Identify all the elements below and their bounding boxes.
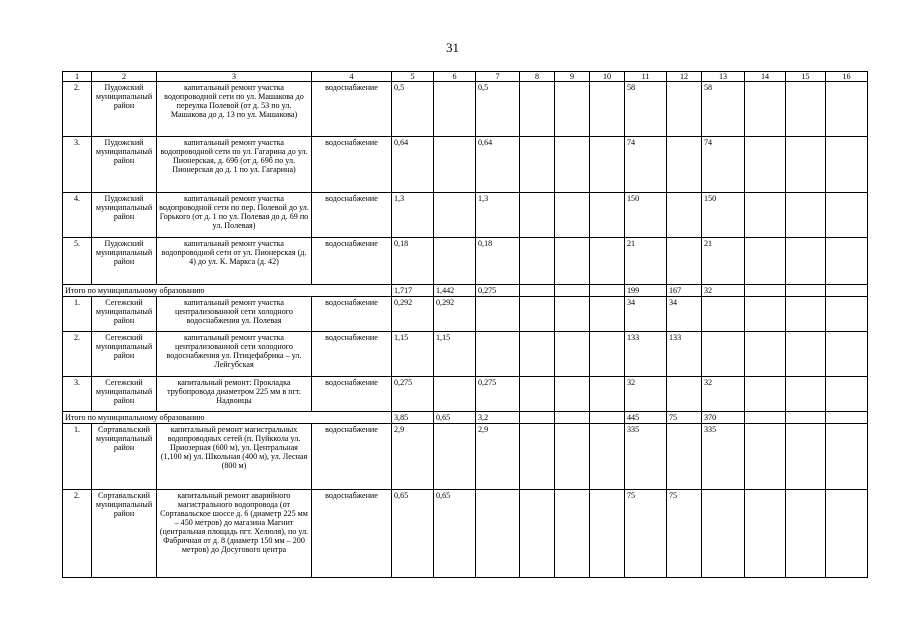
- col-14-cell: [745, 332, 786, 377]
- col-14-cell: [745, 193, 786, 238]
- col-7-cell: [476, 490, 520, 578]
- category-cell: водоснабжение: [312, 490, 392, 578]
- col-10-cell: [590, 238, 625, 285]
- column-number-cell: 5: [392, 72, 434, 82]
- subtotal-value-col-11: 445: [625, 412, 667, 424]
- col-7-cell: 0,64: [476, 137, 520, 193]
- col-6-cell: 0,292: [434, 297, 476, 332]
- work-description-cell: капитальный ремонт магистральных водопроводных сетей (п. Пуйккола ул. Приозерная (600 м), ул. Центральная (1,100 м) ул. Школьная (400 м), ул. Лесная (800 м): [157, 424, 312, 490]
- column-number-header-row: [63, 72, 868, 82]
- col-12-cell: [667, 377, 702, 412]
- table-row: [63, 332, 868, 377]
- work-description-cell: капитальный ремонт участка водопроводной сети от ул. Пионерская (д. 4) до ул. К. Маркса (д. 42): [157, 238, 312, 285]
- col-12-cell: 75: [667, 490, 702, 578]
- table-row: [63, 297, 868, 332]
- col-7-cell: 0,5: [476, 82, 520, 137]
- subtotal-value-col-15: [786, 412, 826, 424]
- col-12-cell: [667, 82, 702, 137]
- col-13-cell: 21: [702, 238, 745, 285]
- col-15-cell: [786, 490, 826, 578]
- col-9-cell: [555, 297, 590, 332]
- subtotal-value-col-9: [555, 285, 590, 297]
- col-16-cell: [826, 490, 868, 578]
- subtotal-value-col-16: [826, 412, 868, 424]
- col-8-cell: [520, 490, 555, 578]
- subtotal-value-col-13: 370: [702, 412, 745, 424]
- col-6-cell: [434, 377, 476, 412]
- column-number-cell: 11: [625, 72, 667, 82]
- col-16-cell: [826, 137, 868, 193]
- col-13-cell: [702, 490, 745, 578]
- col-15-cell: [786, 137, 826, 193]
- col-6-cell: [434, 238, 476, 285]
- col-5-cell: 0,64: [392, 137, 434, 193]
- row-number-cell: 3.: [63, 377, 92, 412]
- subtotal-value-col-5: 1,717: [392, 285, 434, 297]
- work-description-cell: капитальный ремонт аварийного магистрального водопровода (от Сортавальское шоссе д. 6 (диаметр 225 мм – 450 метров) до магазина Магнит (центральная площадь пгт. Хелюля), по ул. Фабричная от д. 8 (диаметр 150 мм – 200 метров) до Досугового центра: [157, 490, 312, 578]
- col-11-cell: 21: [625, 238, 667, 285]
- col-5-cell: 0,18: [392, 238, 434, 285]
- table-row: [63, 82, 868, 137]
- row-number-cell: 1.: [63, 297, 92, 332]
- work-description-cell: капитальный ремонт участка водопроводной сети по пер. Полевой до ул. Горького (от д. 1 по ул. Полевая до д. 69 по ул. Полевая): [157, 193, 312, 238]
- subtotal-value-col-9: [555, 412, 590, 424]
- col-9-cell: [555, 332, 590, 377]
- col-12-cell: [667, 137, 702, 193]
- col-5-cell: 2,9: [392, 424, 434, 490]
- subtotal-value-col-6: 0,65: [434, 412, 476, 424]
- col-9-cell: [555, 193, 590, 238]
- col-10-cell: [590, 424, 625, 490]
- col-6-cell: 1,15: [434, 332, 476, 377]
- col-5-cell: 1,3: [392, 193, 434, 238]
- col-11-cell: 75: [625, 490, 667, 578]
- district-cell: Сортавальский муниципальный район: [92, 424, 157, 490]
- col-15-cell: [786, 377, 826, 412]
- col-5-cell: 0,65: [392, 490, 434, 578]
- col-11-cell: 58: [625, 82, 667, 137]
- district-cell: Сегежский муниципальный район: [92, 332, 157, 377]
- category-cell: водоснабжение: [312, 297, 392, 332]
- col-10-cell: [590, 137, 625, 193]
- col-10-cell: [590, 490, 625, 578]
- column-number-cell: 4: [312, 72, 392, 82]
- col-9-cell: [555, 137, 590, 193]
- col-8-cell: [520, 332, 555, 377]
- col-14-cell: [745, 297, 786, 332]
- category-cell: водоснабжение: [312, 193, 392, 238]
- subtotal-value-col-14: [745, 285, 786, 297]
- col-14-cell: [745, 377, 786, 412]
- col-11-cell: 74: [625, 137, 667, 193]
- row-number-cell: 2.: [63, 332, 92, 377]
- subtotal-value-col-12: 167: [667, 285, 702, 297]
- row-number-cell: 2.: [63, 490, 92, 578]
- column-number-cell: 3: [157, 72, 312, 82]
- col-12-cell: [667, 193, 702, 238]
- col-12-cell: [667, 238, 702, 285]
- table-row: [63, 424, 868, 490]
- column-number-cell: 15: [786, 72, 826, 82]
- col-16-cell: [826, 82, 868, 137]
- col-13-cell: [702, 332, 745, 377]
- row-number-cell: 5.: [63, 238, 92, 285]
- subtotal-value-col-8: [520, 412, 555, 424]
- col-8-cell: [520, 137, 555, 193]
- col-10-cell: [590, 377, 625, 412]
- subtotal-value-col-7: 3,2: [476, 412, 520, 424]
- col-6-cell: [434, 193, 476, 238]
- col-13-cell: 150: [702, 193, 745, 238]
- col-7-cell: 2,9: [476, 424, 520, 490]
- col-11-cell: 150: [625, 193, 667, 238]
- col-11-cell: 133: [625, 332, 667, 377]
- col-16-cell: [826, 424, 868, 490]
- column-number-cell: 14: [745, 72, 786, 82]
- col-10-cell: [590, 332, 625, 377]
- work-description-cell: капитальный ремонт участка централизованной сети холодного водоснабжения ул. Полевая: [157, 297, 312, 332]
- col-5-cell: 1,15: [392, 332, 434, 377]
- table-row: [63, 137, 868, 193]
- col-12-cell: [667, 424, 702, 490]
- col-16-cell: [826, 332, 868, 377]
- col-11-cell: 335: [625, 424, 667, 490]
- column-number-cell: 8: [520, 72, 555, 82]
- col-16-cell: [826, 377, 868, 412]
- col-8-cell: [520, 238, 555, 285]
- col-15-cell: [786, 193, 826, 238]
- subtotal-row: [63, 412, 868, 424]
- row-number-cell: 4.: [63, 193, 92, 238]
- col-15-cell: [786, 332, 826, 377]
- col-15-cell: [786, 297, 826, 332]
- column-number-cell: 9: [555, 72, 590, 82]
- col-14-cell: [745, 82, 786, 137]
- subtotal-value-col-6: 1,442: [434, 285, 476, 297]
- category-cell: водоснабжение: [312, 82, 392, 137]
- subtotal-value-col-8: [520, 285, 555, 297]
- col-8-cell: [520, 377, 555, 412]
- col-15-cell: [786, 238, 826, 285]
- page-number: 31: [446, 40, 459, 55]
- document-table: [62, 71, 868, 578]
- col-5-cell: 0,292: [392, 297, 434, 332]
- col-9-cell: [555, 82, 590, 137]
- subtotal-label: Итого по муниципальному образованию: [63, 285, 392, 297]
- row-number-cell: 1.: [63, 424, 92, 490]
- col-12-cell: 34: [667, 297, 702, 332]
- col-13-cell: 335: [702, 424, 745, 490]
- district-cell: Сегежский муниципальный район: [92, 297, 157, 332]
- subtotal-value-col-13: 32: [702, 285, 745, 297]
- column-number-cell: 6: [434, 72, 476, 82]
- work-description-cell: капитальный ремонт участка централизованной сети холодного водоснабжения ул. Птицефабрика – ул. Лейгубская: [157, 332, 312, 377]
- subtotal-value-col-7: 0,275: [476, 285, 520, 297]
- col-7-cell: 0,275: [476, 377, 520, 412]
- col-10-cell: [590, 82, 625, 137]
- table-row: [63, 490, 868, 578]
- column-number-cell: 2: [92, 72, 157, 82]
- col-15-cell: [786, 424, 826, 490]
- col-6-cell: [434, 137, 476, 193]
- col-16-cell: [826, 297, 868, 332]
- col-6-cell: 0,65: [434, 490, 476, 578]
- col-6-cell: [434, 424, 476, 490]
- col-16-cell: [826, 238, 868, 285]
- district-cell: Пудожский муниципальный район: [92, 82, 157, 137]
- row-number-cell: 2.: [63, 82, 92, 137]
- column-number-cell: 16: [826, 72, 868, 82]
- col-9-cell: [555, 424, 590, 490]
- subtotal-value-col-16: [826, 285, 868, 297]
- col-15-cell: [786, 82, 826, 137]
- table-row: [63, 193, 868, 238]
- district-cell: Пудожский муниципальный район: [92, 137, 157, 193]
- table-row: [63, 377, 868, 412]
- subtotal-value-col-5: 3,85: [392, 412, 434, 424]
- col-13-cell: [702, 297, 745, 332]
- subtotal-row: [63, 285, 868, 297]
- col-14-cell: [745, 238, 786, 285]
- col-14-cell: [745, 490, 786, 578]
- col-16-cell: [826, 193, 868, 238]
- category-cell: водоснабжение: [312, 332, 392, 377]
- work-description-cell: капитальный ремонт участка водопроводной сети по ул. Машакова до переулка Полевой (от д. 53 по ул. Машакова до д. 13 по ул. Машакова): [157, 82, 312, 137]
- col-8-cell: [520, 193, 555, 238]
- column-number-cell: 1: [63, 72, 92, 82]
- col-8-cell: [520, 424, 555, 490]
- subtotal-value-col-15: [786, 285, 826, 297]
- col-13-cell: 58: [702, 82, 745, 137]
- col-13-cell: 74: [702, 137, 745, 193]
- row-number-cell: 3.: [63, 137, 92, 193]
- column-number-cell: 12: [667, 72, 702, 82]
- col-8-cell: [520, 82, 555, 137]
- col-11-cell: 34: [625, 297, 667, 332]
- col-7-cell: [476, 297, 520, 332]
- col-6-cell: [434, 82, 476, 137]
- col-8-cell: [520, 297, 555, 332]
- col-5-cell: 0,275: [392, 377, 434, 412]
- category-cell: водоснабжение: [312, 238, 392, 285]
- work-description-cell: капитальный ремонт: Прокладка трубопровода диаметром 225 мм в пгт. Надвоицы: [157, 377, 312, 412]
- district-cell: Сортавальский муниципальный район: [92, 490, 157, 578]
- col-10-cell: [590, 193, 625, 238]
- category-cell: водоснабжение: [312, 424, 392, 490]
- col-13-cell: 32: [702, 377, 745, 412]
- table-row: [63, 238, 868, 285]
- subtotal-label: Итого по муниципальному образованию: [63, 412, 392, 424]
- subtotal-value-col-14: [745, 412, 786, 424]
- col-7-cell: 1,3: [476, 193, 520, 238]
- subtotal-value-col-12: 75: [667, 412, 702, 424]
- col-9-cell: [555, 490, 590, 578]
- category-cell: водоснабжение: [312, 377, 392, 412]
- col-7-cell: 0,18: [476, 238, 520, 285]
- col-14-cell: [745, 424, 786, 490]
- col-10-cell: [590, 297, 625, 332]
- col-7-cell: [476, 332, 520, 377]
- column-number-cell: 7: [476, 72, 520, 82]
- column-number-cell: 13: [702, 72, 745, 82]
- subtotal-value-col-10: [590, 285, 625, 297]
- work-description-cell: капитальный ремонт участка водопроводной сети по ул. Гагарина до ул. Пионерская, д. 69б (от д. 69б по ул. Пионерская до д. 1 по ул. Гагарина): [157, 137, 312, 193]
- col-9-cell: [555, 238, 590, 285]
- subtotal-value-col-10: [590, 412, 625, 424]
- district-cell: Пудожский муниципальный район: [92, 238, 157, 285]
- col-5-cell: 0,5: [392, 82, 434, 137]
- col-12-cell: 133: [667, 332, 702, 377]
- col-9-cell: [555, 377, 590, 412]
- category-cell: водоснабжение: [312, 137, 392, 193]
- column-number-cell: 10: [590, 72, 625, 82]
- col-11-cell: 32: [625, 377, 667, 412]
- district-cell: Сегежский муниципальный район: [92, 377, 157, 412]
- col-14-cell: [745, 137, 786, 193]
- district-cell: Пудожский муниципальный район: [92, 193, 157, 238]
- subtotal-value-col-11: 199: [625, 285, 667, 297]
